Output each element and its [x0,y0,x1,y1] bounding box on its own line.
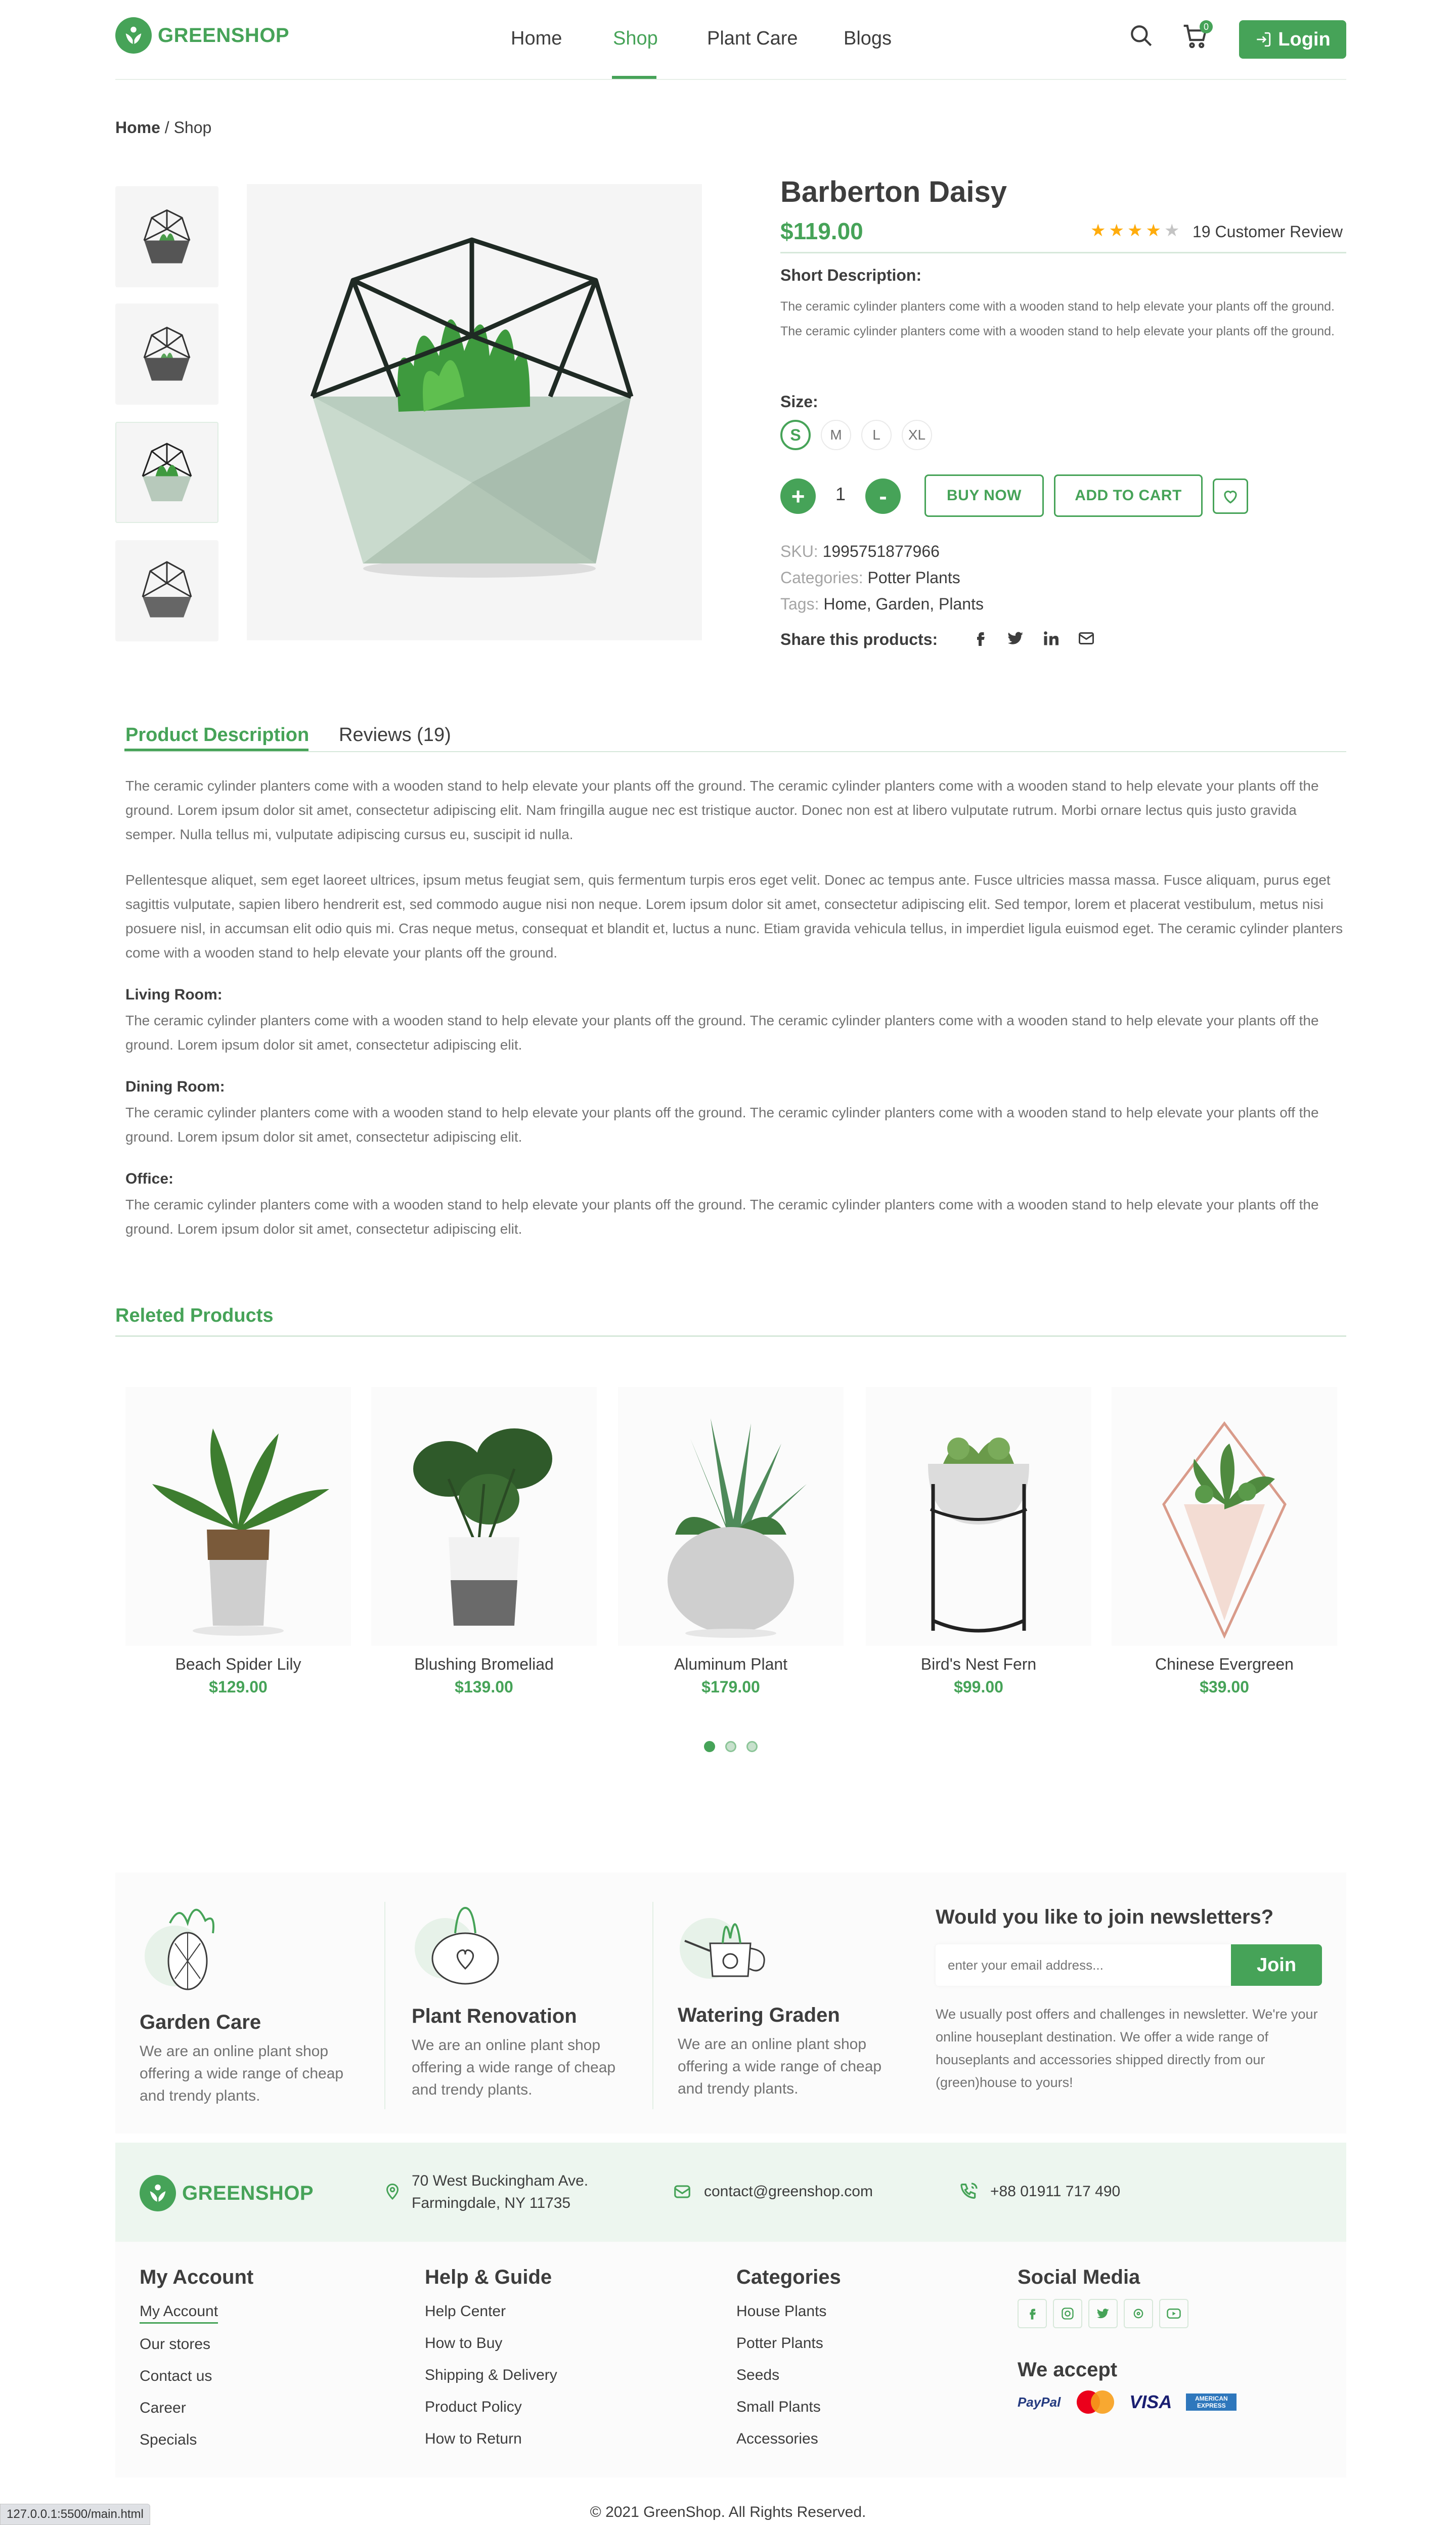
breadcrumb-separator: / [164,118,169,137]
footer-link[interactable]: House Plants [736,2303,827,2320]
thumbnail-2[interactable] [115,303,218,405]
footer-link[interactable]: How to Buy [425,2335,503,2352]
product-card[interactable] [1112,1387,1337,1696]
logo-text: GREENSHOP [158,24,290,47]
twitter-icon[interactable] [1006,629,1025,650]
tab-product-description[interactable]: Product Description [125,724,310,746]
size-label: Size: [780,393,818,411]
leaf-logo-icon [115,17,152,54]
feature-title-garden-care: Garden Care [140,2011,261,2033]
copyright: © 2021 GreenShop. All Rights Reserved. [590,2504,866,2520]
footer-link[interactable]: Career [140,2400,186,2416]
footer-col-my-account [140,2266,253,2463]
product-price: $39.00 [1200,1678,1249,1696]
living-room-title: Living Room: [125,986,223,1003]
categories-label: Categories: [780,569,863,587]
categories-row [780,569,960,587]
product-image [125,1387,351,1646]
product-price: $99.00 [954,1678,1003,1696]
footer-link[interactable]: Contact us [140,2368,212,2384]
carousel-dot-3[interactable] [746,1741,758,1752]
address-line-2: Farmingdale, NY 11735 [412,2195,571,2211]
facebook-icon[interactable] [971,629,989,650]
we-accept-title: We accept [1018,2359,1118,2381]
product-card[interactable] [125,1387,351,1696]
social-icons [1018,2299,1237,2328]
breadcrumb-current: Shop [173,118,212,137]
breadcrumb-home[interactable]: Home [115,118,160,137]
address [412,2170,588,2214]
dining-room-text: The ceramic cylinder planters come with a wooden stand to help elevate your plants off the ground. The ceramic cylinder planters come with a wooden stand to help elevate your plants off the ground. Lorem ipsum dolor sit amet, consectetur adipiscing elit. [125,1105,1319,1145]
mail-icon[interactable] [1077,629,1095,650]
watering-can-icon [675,1893,776,1991]
footer-link[interactable]: How to Return [425,2430,522,2447]
footer-col-title: Social Media [1018,2266,1140,2288]
size-options [780,420,932,450]
quantity-value: 1 [835,484,846,504]
nav-home[interactable]: Home [511,28,562,49]
footer-col-categories [736,2266,841,2462]
office-text: The ceramic cylinder planters come with a wooden stand to help elevate your plants off the ground. The ceramic cylinder planters come with a wooden stand to help elevate your plants off the ground. Lorem ipsum dolor sit amet, consectetur adipiscing elit. [125,1197,1319,1237]
carousel-dot-2[interactable] [725,1741,736,1752]
product-price: $119.00 [780,218,863,244]
footer-link[interactable]: Help Center [425,2303,506,2320]
nav-plant-care[interactable]: Plant Care [707,28,798,49]
browser-status-bar: 127.0.0.1:5500/main.html [0,2504,150,2525]
plant-renovation-icon [410,1893,506,1991]
footer-col-help-guide [425,2266,557,2462]
product-name[interactable]: Aluminum Plant [674,1655,788,1673]
info-divider [780,252,1346,253]
size-option-s[interactable]: S [780,420,811,450]
sku-label: SKU: [780,542,818,560]
garden-care-icon [140,1893,231,1996]
newsletter-title: Would you like to join newsletters? [936,1906,1274,1928]
newsletter-join-button[interactable]: Join [1231,1944,1322,1986]
linkedin-icon[interactable] [1124,2299,1153,2328]
site-logo[interactable] [115,17,289,54]
payment-methods [1018,2390,1237,2414]
description-paragraph-1: The ceramic cylinder planters come with a wooden stand to help elevate your plants off the ground. The ceramic cylinder planters come with a wooden stand to help elevate your plants off the ground. Lorem ipsum dolor sit amet, consectetur adipiscing elit. Nam fringilla augue nec est tristique auctor. Donec non est at libero vulputate rutrum. Morbi ornare lectus quis justo gravida semper. Nulla tellus mi, vulputate adipiscing cursus eu, suscipit id nulla. [125,778,1319,842]
categories-value[interactable]: Potter Plants [867,569,960,587]
quantity-decrease-button[interactable]: - [865,478,901,514]
related-divider [115,1335,1346,1337]
newsletter-text: We usually post offers and challenges in newsletter. We're your online houseplant destination. We offer a wide range of houseplants and accessories shipped directly from our (green)house to yours! [936,2007,1318,2090]
paypal-logo: PayPal [1018,2394,1061,2410]
tags-row [780,595,984,614]
product-name[interactable]: Bird's Nest Fern [920,1655,1037,1673]
product-name[interactable]: Blushing Bromeliad [414,1655,554,1673]
footer-link[interactable]: Product Policy [425,2399,522,2415]
footer-col-title: Categories [736,2266,841,2288]
product-image [371,1387,597,1646]
login-button[interactable] [1239,20,1346,59]
facebook-icon[interactable] [1018,2299,1047,2328]
tags-label: Tags: [780,595,819,613]
star-empty-icon: ★ [1164,221,1180,240]
feature-text-garden-care: We are an online plant shop offering a wide range of cheap and trendy plants. [140,2043,344,2104]
footer-link[interactable]: Seeds [736,2367,780,2383]
instagram-icon[interactable] [1053,2299,1082,2328]
footer-link[interactable]: Shipping & Delivery [425,2367,557,2383]
thumbnail-1[interactable] [115,186,218,287]
dining-room-title: Dining Room: [125,1078,225,1095]
product-image [866,1387,1091,1646]
carousel-dot-1[interactable] [704,1741,715,1752]
product-card[interactable] [618,1387,844,1696]
feature-text-plant-renovation: We are an online plant shop offering a wide range of cheap and trendy plants. [412,2037,616,2098]
product-price: $129.00 [209,1678,268,1696]
contact-phone[interactable]: +88 01911 717 490 [990,2183,1121,2200]
star-filled-icon: ★ [1109,221,1124,240]
buy-now-button[interactable]: BUY NOW [924,474,1044,517]
feature-divider [384,1902,385,2109]
footer-link[interactable]: Potter Plants [736,2335,823,2352]
leaf-logo-icon [140,2175,176,2211]
footer-link[interactable]: Our stores [140,2336,211,2353]
size-option-xl[interactable]: XL [902,420,932,450]
main-product-image [247,184,702,640]
footer-logo[interactable] [140,2175,314,2211]
header-divider [115,79,1346,80]
cart-icon[interactable] [1181,22,1210,53]
cart-count-badge: 0 [1200,20,1213,33]
location-pin-icon [383,2181,402,2204]
review-count[interactable]: 19 Customer Review [1193,223,1343,241]
product-price: $139.00 [455,1678,513,1696]
size-option-l[interactable]: L [861,420,892,450]
footer-col-title: My Account [140,2266,254,2288]
product-image [1112,1387,1337,1646]
tags-value[interactable]: Home, Garden, Plants [823,595,984,613]
rating-stars [1090,221,1179,241]
add-to-cart-button[interactable]: ADD TO CART [1054,474,1203,517]
breadcrumb [115,118,211,137]
star-filled-icon: ★ [1127,221,1143,240]
living-room-text: The ceramic cylinder planters come with a wooden stand to help elevate your plants off the ground. The ceramic cylinder planters come with a wooden stand to help elevate your plants off the ground. Lorem ipsum dolor sit amet, consectetur adipiscing elit. [125,1013,1319,1053]
size-option-m[interactable]: M [821,420,851,450]
product-name[interactable]: Beach Spider Lily [175,1655,301,1673]
amex-logo: AMERICAN EXPRESS [1186,2393,1237,2411]
footer-link[interactable]: Accessories [736,2430,818,2447]
tab-reviews[interactable]: Reviews (19) [339,724,451,746]
star-filled-icon: ★ [1145,221,1161,240]
contact-email[interactable]: contact@greenshop.com [704,2183,873,2200]
linkedin-icon[interactable] [1042,629,1060,650]
thumbnail-3-selected[interactable] [115,422,218,523]
wishlist-heart-icon[interactable] [1213,478,1248,514]
short-description-title: Short Description: [780,266,922,284]
quantity-increase-button[interactable]: + [780,478,816,514]
short-description: The ceramic cylinder planters come with a wooden stand to help elevate your plants off the ground. The ceramic cylinder planters come with a wooden stand to help elevate your plants off the ground. [780,299,1335,338]
feature-text-watering-garden: We are an online plant shop offering a wide range of cheap and trendy plants. [678,2036,882,2097]
sku-value: 1995751877966 [822,542,940,560]
login-label: Login [1278,28,1331,50]
nav-blogs[interactable]: Blogs [844,28,892,49]
related-products-title: Releted Products [115,1305,274,1326]
sku-row [780,542,940,561]
tabs-divider [124,751,1346,752]
product-price: $179.00 [701,1678,760,1696]
feature-title-plant-renovation: Plant Renovation [412,2005,577,2027]
login-icon [1255,31,1272,48]
search-icon[interactable] [1129,23,1154,51]
share-icons [971,629,1095,650]
feature-title-watering-garden: Watering Graden [678,2004,840,2026]
visa-logo: VISA [1129,2391,1172,2412]
office-title: Office: [125,1170,174,1187]
twitter-icon[interactable] [1088,2299,1118,2328]
star-filled-icon: ★ [1090,221,1106,240]
footer-col-title: Help & Guide [425,2266,552,2288]
product-card[interactable] [866,1387,1091,1696]
nav-shop[interactable]: Shop [613,28,658,49]
product-title: Barberton Daisy [780,176,1007,208]
footer-col-social [1018,2266,1237,2414]
product-card[interactable] [371,1387,597,1696]
logo-text: GREENSHOP [182,2182,314,2204]
address-line-1: 70 West Buckingham Ave. [412,2172,589,2189]
newsletter-email-input[interactable] [936,1944,1231,1986]
share-label: Share this products: [780,630,938,648]
footer-link[interactable]: Small Plants [736,2399,821,2415]
mail-icon [673,2182,692,2204]
feature-divider [652,1902,653,2109]
thumbnail-4[interactable] [115,540,218,641]
phone-icon [959,2181,979,2204]
youtube-icon[interactable] [1159,2299,1188,2328]
mastercard-logo [1075,2390,1115,2414]
footer-link[interactable]: My Account [140,2303,218,2324]
product-image [618,1387,844,1646]
description-paragraph-2: Pellentesque aliquet, sem eget laoreet ultrices, ipsum metus feugiat sem, quis fermentum turpis eros eget velit. Donec ac tempus ante. Fusce ultricies massa massa. Fusce aliquam, purus eget sagittis vulputate, sapien libero hendrerit est, sed commodo augue nisi non neque. Lorem ipsum dolor sit amet, consectetur adipiscing elit. Sed tempor, lorem et placerat vestibulum, metus nisi posuere nisl, in accumsan elit odio quis mi. Cras neque metus, consequat et blandit et, luctus a nunc. Etiam gravida vehicula tellus, in imperdiet ligula euismod eget. The ceramic cylinder planters come with a wooden stand to help elevate your plants off the ground. [125,872,1343,961]
product-name[interactable]: Chinese Evergreen [1155,1655,1294,1673]
footer-link[interactable]: Specials [140,2431,197,2448]
carousel-dots [704,1741,758,1752]
